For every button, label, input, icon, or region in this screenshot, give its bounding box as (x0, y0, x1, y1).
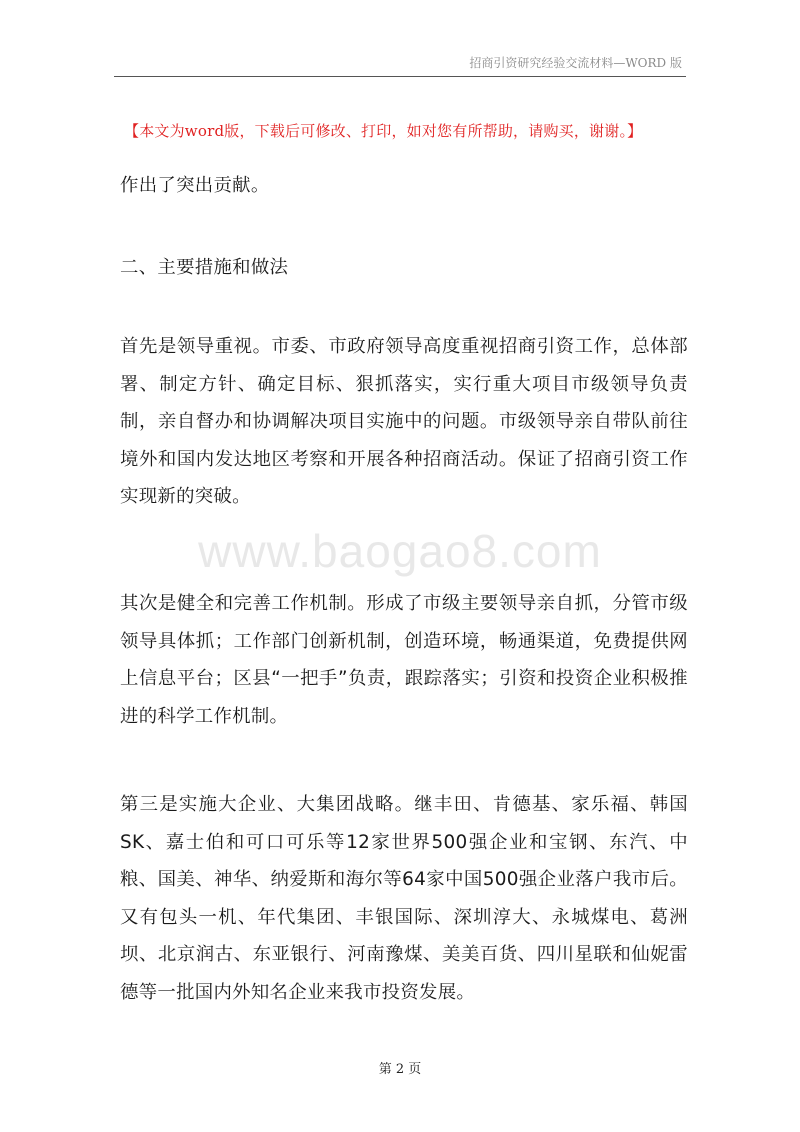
paragraph-leadership: 首先是领导重视。市委、市政府领导高度重视招商引资工作，总体部署、制定方针、确定目标、狠抓落实，实行重大项目市级领导负责制，亲自督办和协调解决项目实施中的问题。市级领导亲自带队前往境外和国内发达地区考察和开展各种招商活动。保证了招商引资工作实现新的突破。 (120, 336, 688, 507)
section-heading: 二、主要措施和做法 (120, 257, 289, 278)
header-divider (114, 76, 686, 77)
download-notice: 【本文为word版，下载后可修改、打印，如对您有所帮助，请购买，谢谢。】 (124, 122, 643, 140)
paragraph-strategy: 第三是实施大企业、大集团战略。继丰田、肯德基、家乐福、韩国SK、嘉士伯和可口可乐等12家世界500强企业和宝钢、东汽、中粮、国美、神华、纳爱斯和海尔等64家中国500强企业落户我市后。又有包头一机、年代集团、丰银国际、深圳淳大、永城煤电、葛洲坝、北京润古、东亚银行、河南豫煤、美美百货、四川星联和仙妮雷德等一批国内外知名企业来我市投资发展。 (120, 794, 688, 1003)
watermark-text: www.baogao8.com (198, 525, 602, 577)
document-header-title: 招商引资研究经验交流材料—WORD 版 (469, 56, 682, 70)
paragraph-mechanism: 其次是健全和完善工作机制。形成了市级主要领导亲自抓，分管市级领导具体抓；工作部门创新机制，创造环境，畅通渠道，免费提供网上信息平台；区县“一把手”负责，跟踪落实；引资和投资企业积极推进的科学工作机制。 (120, 593, 688, 727)
page-number: 第 2 页 (378, 1062, 422, 1077)
paragraph-continuation: 作出了突出贡献。 (120, 175, 270, 196)
